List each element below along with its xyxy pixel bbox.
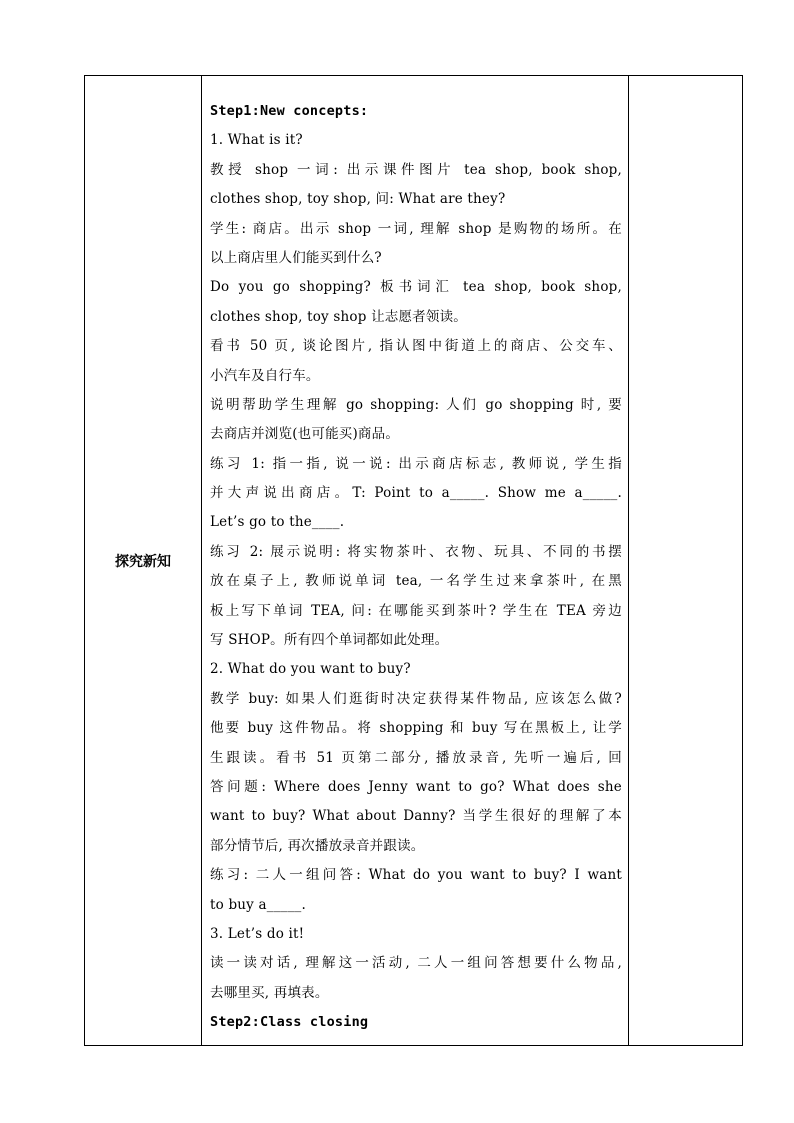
content-line: Do you go shopping? 板书词汇 tea shop, book shop, — [210, 279, 622, 296]
content-line: 他要 buy 这件物品。将 shopping 和 buy 写在黑板上, 让学 — [210, 720, 622, 737]
content-line: 以上商店里人们能买到什么? — [210, 249, 382, 266]
content-line: 读一读对话, 理解这一活动, 二人一组问答想要什么物品, — [210, 955, 622, 972]
section-label: 探究新知 — [115, 553, 171, 570]
content-line: 看书 50 页, 谈论图片, 指认图中街道上的商店、公交车、 — [210, 338, 622, 355]
teaching-content — [210, 97, 622, 1038]
content-line: 去商店并浏览(也可能买)商品。 — [210, 426, 400, 443]
content-line: 练习 2: 展示说明: 将实物茶叶、衣物、玩具、不同的书摆 — [210, 543, 622, 560]
content-line: clothes shop, toy shop 让志愿者领读。 — [210, 308, 467, 325]
content-line: 说明帮助学生理解 go shopping: 人们 go shopping 时, 要 — [210, 396, 622, 413]
content-line: 教授 shop 一词: 出示课件图片 tea shop, book shop, — [210, 161, 622, 178]
teaching-content-cell — [202, 76, 629, 1046]
content-line: 去哪里买, 再填表。 — [210, 984, 329, 1001]
content-line: 部分情节后, 再次播放录音并跟读。 — [210, 837, 425, 854]
content-line: Step1:New concepts: — [210, 103, 369, 119]
content-line: 练习 1: 指一指, 说一说: 出示商店标志, 教师说, 学生指 — [210, 455, 622, 472]
content-line: clothes shop, toy shop, 问: What are they? — [210, 191, 506, 208]
content-line: 生跟读。看书 51 页第二部分, 播放录音, 先听一遍后, 回 — [210, 749, 622, 766]
content-line: 答问题: Where does Jenny want to go? What does she — [210, 778, 622, 795]
content-line: want to buy? What about Danny? 当学生很好的理解了本 — [210, 808, 622, 825]
content-line: 并大声说出商店。T: Point to a_____. Show me a_____. — [210, 485, 622, 502]
content-line: 3. Let’s do it! — [210, 925, 305, 942]
content-line: 板上写下单词 TEA, 问: 在哪能买到茶叶? 学生在 TEA 旁边 — [210, 602, 622, 619]
content-line: to buy a_____. — [210, 896, 306, 913]
content-line: 2. What do you want to buy? — [210, 661, 411, 678]
content-line: 教学 buy: 如果人们逛街时决定获得某件物品, 应该怎么做? — [210, 690, 622, 707]
notes-cell — [629, 76, 743, 1046]
content-line: Step2:Class closing — [210, 1014, 369, 1031]
table-row — [85, 76, 743, 1046]
content-line: Let’s go to the____. — [210, 514, 345, 531]
content-line: 小汽车及自行车。 — [210, 367, 320, 384]
content-line: 1. What is it? — [210, 132, 303, 149]
content-line: 放在桌子上, 教师说单词 tea, 一名学生过来拿茶叶, 在黑 — [210, 573, 622, 590]
content-line: 写 SHOP。所有四个单词都如此处理。 — [210, 632, 449, 649]
lesson-plan-table — [84, 75, 743, 1046]
content-line: 学生: 商店。出示 shop 一词, 理解 shop 是购物的场所。在 — [210, 220, 622, 237]
section-label-cell — [85, 76, 202, 1046]
content-line: 练习: 二人一组问答: What do you want to buy? I want — [210, 867, 622, 884]
